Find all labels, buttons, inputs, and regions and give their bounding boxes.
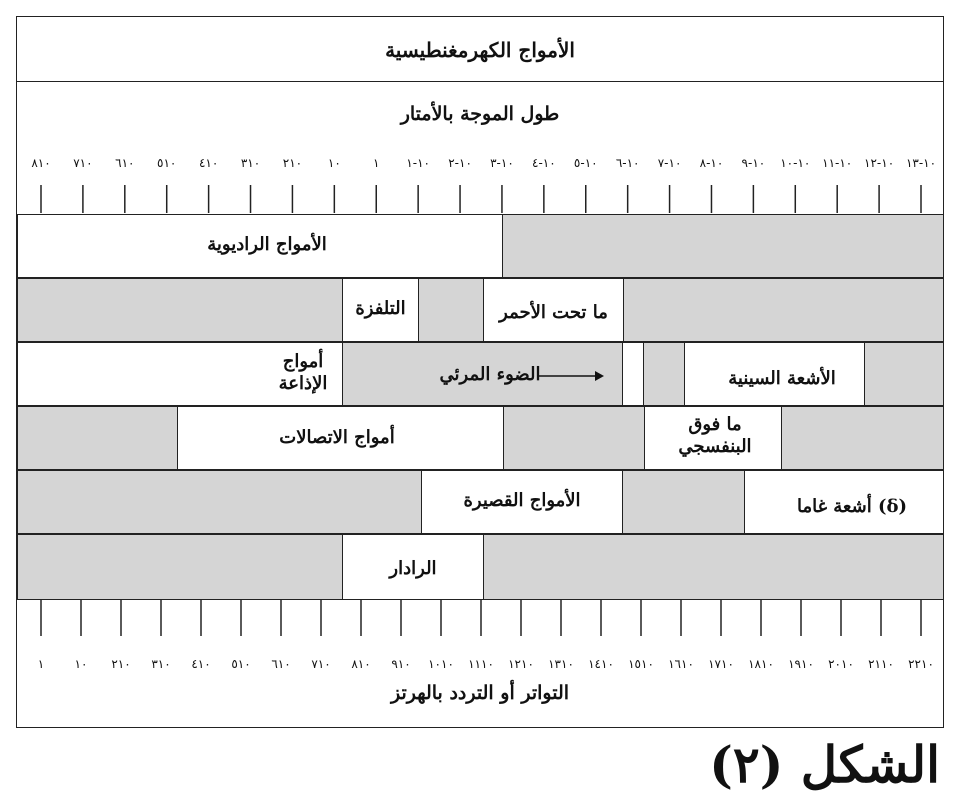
band-row-tv-ir	[17, 278, 943, 342]
wavelength-tick-label: ١٠-٥	[573, 156, 598, 170]
arrow-right-icon	[535, 369, 605, 383]
radar-label: الرادار	[389, 558, 437, 579]
comm-shaded-mid	[503, 406, 645, 470]
frequency-footer: التواتر أو التردد بالهرتز	[390, 682, 570, 704]
frequency-tick-label: ١٩١٠	[788, 657, 814, 670]
band-row-communications-uv	[17, 406, 943, 470]
title-divider	[17, 81, 943, 82]
frequency-tick-label: ٣١٠	[151, 657, 171, 670]
broadcast-label: أمواج الإذاعة	[278, 351, 328, 394]
radio-label: الأمواج الراديوية	[207, 234, 327, 255]
wavelength-tick-label: ١٠-١١	[822, 156, 853, 170]
figure-caption: الشكل (٢)	[709, 735, 940, 794]
frequency-tick-label: ١٨١٠	[748, 657, 774, 670]
wavelength-tick-label: ١	[373, 156, 380, 170]
spectrum-diagram	[16, 16, 944, 728]
frequency-tick-label: ٥١٠	[231, 657, 251, 670]
communications-label: أمواج الاتصالات	[279, 427, 395, 448]
uv-shaded-right	[781, 406, 944, 470]
radar-shaded-left	[17, 534, 343, 600]
xray-shaded-right	[864, 342, 944, 406]
gamma-label: أشعة غاما (δ)	[796, 496, 908, 517]
wavelength-tick-label: ٢١٠	[282, 156, 303, 170]
wavelength-tick-label: ١٠-٢	[448, 156, 472, 170]
wavelength-tick-label: ٧١٠	[73, 156, 93, 170]
frequency-tick-label: ١٧١٠	[708, 657, 734, 670]
wavelength-tick-label: ٦١٠	[115, 156, 135, 170]
tv-ir-shaded-gap	[418, 278, 484, 342]
wavelength-tick-label: ١٠-١٢	[864, 156, 895, 170]
frequency-tick-label: ٧١٠	[311, 657, 331, 670]
wavelength-tick-label: ١٠-٦	[615, 156, 640, 170]
wavelength-tick-label: ١٠-٩	[741, 156, 766, 170]
wavelength-tick-label: ١٠	[327, 156, 341, 170]
television-label: التلفزة	[355, 298, 406, 319]
short-shaded-mid	[622, 470, 745, 534]
band-row-broadcast-visible	[17, 342, 943, 406]
radio-band-shaded-rest	[502, 214, 944, 278]
wavelength-tick-label: ٥١٠	[157, 156, 177, 170]
frequency-tick-label: ١٤١٠	[588, 657, 614, 670]
wavelength-tick-label: ١٠-٣	[490, 156, 514, 170]
frequency-tick-label: ١٢١٠	[508, 657, 534, 670]
comm-shaded-left	[17, 406, 178, 470]
frequency-tick-label: ٢٢١٠	[908, 657, 934, 670]
wavelength-tick-label: ١٠-٨	[699, 156, 724, 170]
band-row-radar	[17, 534, 943, 600]
frequency-tick-label: ٨١٠	[351, 657, 371, 670]
wavelength-tick-label: ١٠-١٣	[905, 156, 937, 170]
frequency-tick-label: ٤١٠	[191, 657, 211, 670]
wavelength-tick-label: ٤١٠	[198, 156, 219, 170]
visible-light-label: الضوء المرئي	[439, 364, 541, 385]
frequency-tick-label: ٢٠١٠	[828, 657, 854, 670]
wavelength-tick-label: ١٠-١	[406, 156, 430, 170]
visible-shaded-gap	[643, 342, 685, 406]
frequency-tick-label: ١٦١٠	[668, 657, 694, 670]
frequency-tick-label: ١٠١٠	[428, 657, 454, 670]
diagram-title: الأمواج الكهرمغنطيسية	[385, 38, 575, 62]
wavelength-tick-label: ١٠-١٠	[780, 156, 811, 170]
visible-light-band	[622, 342, 644, 406]
infrared-label: ما تحت الأحمر	[499, 302, 608, 323]
frequency-tick-label: ١٣١٠	[548, 657, 574, 670]
short-waves-label: الأمواج القصيرة	[463, 490, 581, 511]
frequency-tick-label: ١	[37, 657, 45, 670]
frequency-tick-label: ١٠	[74, 657, 88, 670]
frequency-tick-label: ٢١١٠	[868, 657, 894, 670]
tv-ir-shaded-left	[17, 278, 343, 342]
tv-ir-shaded-right	[623, 278, 944, 342]
wavelength-header: طول الموجة بالأمتار	[400, 103, 560, 125]
wavelength-tick-label: ٣١٠	[240, 156, 261, 170]
radar-shaded-right	[483, 534, 944, 600]
frequency-axis	[17, 600, 943, 670]
frequency-tick-label: ١٥١٠	[628, 657, 654, 670]
short-shaded-left	[17, 470, 422, 534]
wavelength-tick-label: ٨١٠	[31, 156, 51, 170]
wavelength-tick-label: ١٠-٤	[532, 156, 556, 170]
frequency-tick-label: ٩١٠	[391, 657, 411, 670]
band-row-short-gamma	[17, 470, 943, 534]
wavelength-tick-label: ١٠-٧	[657, 156, 682, 170]
band-row-radio	[17, 214, 943, 278]
frequency-tick-label: ٢١٠	[111, 657, 131, 670]
frequency-tick-label: ٦١٠	[271, 657, 291, 670]
frequency-tick-label: ١١١٠	[468, 657, 494, 670]
wavelength-axis	[17, 145, 943, 215]
xray-label: الأشعة السينية	[728, 368, 836, 389]
ultraviolet-label: ما فوق البنفسجي	[678, 414, 752, 457]
